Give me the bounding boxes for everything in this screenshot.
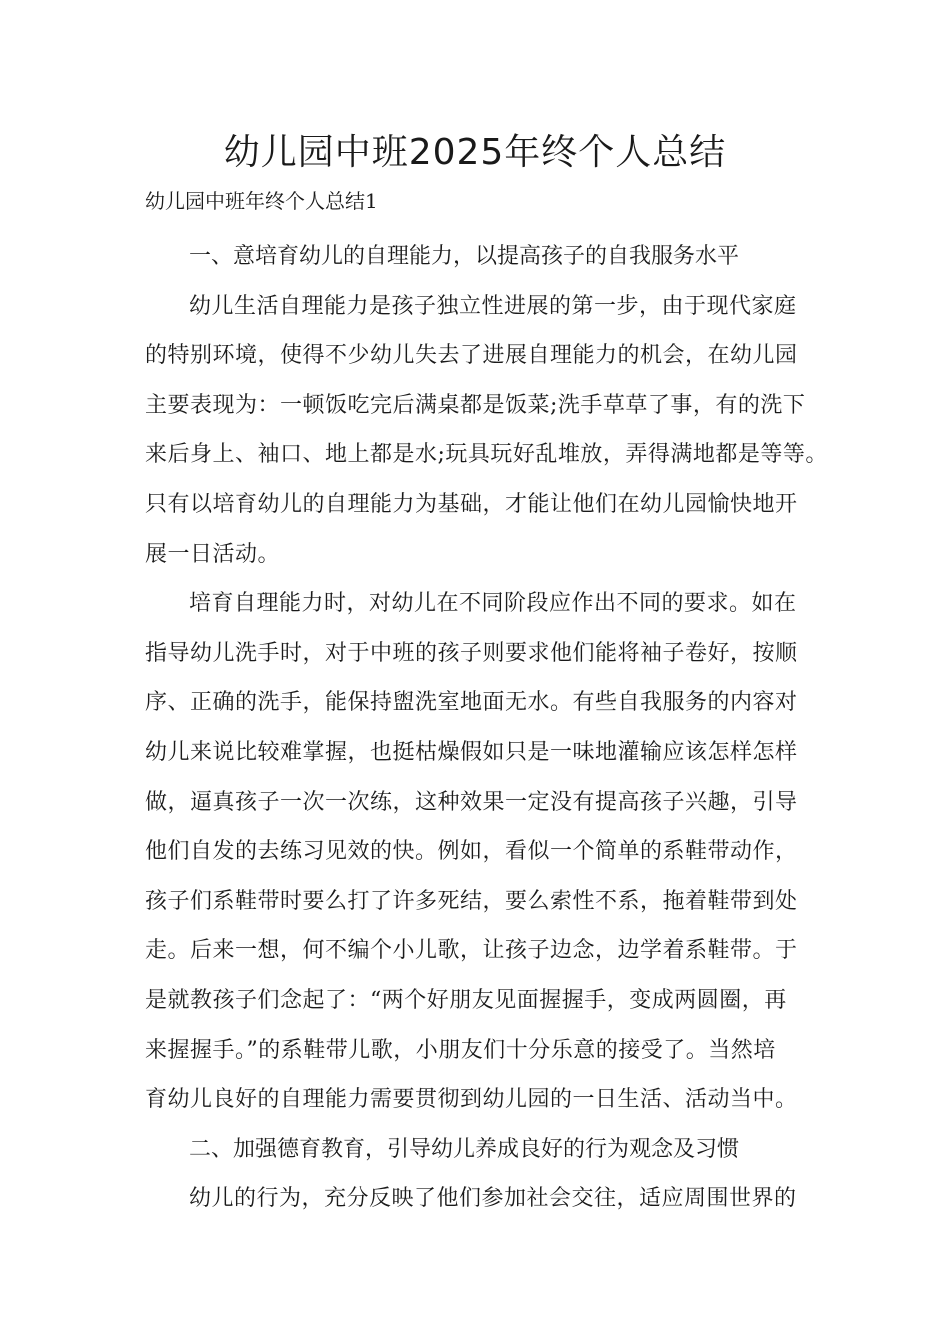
paragraph-3 bbox=[145, 1174, 813, 1224]
paragraph-line: 主要表现为：一顿饭吃完后满桌都是饭菜;洗手草草了事，有的洗下 bbox=[145, 392, 806, 418]
paragraph-line: 做，逼真孩子一次一次练，这种效果一定没有提高孩子兴趣，引导 bbox=[145, 789, 798, 815]
paragraph-line: 幼儿的行为，充分反映了他们参加社会交往，适应周围世界的 bbox=[189, 1186, 797, 1212]
paragraph-line: 来后身上、袖口、地上都是水;玩具玩好乱堆放，弄得满地都是等等。 bbox=[145, 442, 828, 468]
paragraph-line: 指导幼儿洗手时，对于中班的孩子则要求他们能将袖子卷好，按顺 bbox=[145, 640, 798, 666]
paragraph-line: 展一日活动。 bbox=[145, 541, 281, 567]
paragraph-line: 育幼儿良好的自理能力需要贯彻到幼儿园的一日生活、活动当中。 bbox=[145, 1087, 798, 1113]
paragraph-line: 的特别环境，使得不少幼儿失去了进展自理能力的机会，在幼儿园 bbox=[145, 343, 798, 369]
paragraph-1 bbox=[145, 282, 828, 580]
section-heading-1: 一、意培育幼儿的自理能力，以提高孩子的自我服务水平 bbox=[189, 244, 740, 269]
section-subtitle: 幼儿园中班年终个人总结1 bbox=[145, 189, 378, 213]
paragraph-line: 孩子们系鞋带时要么打了许多死结，要么索性不系，拖着鞋带到处 bbox=[145, 888, 798, 914]
paragraph-line: 序、正确的洗手，能保持盥洗室地面无水。有些自我服务的内容对 bbox=[145, 690, 798, 716]
section-heading-2: 二、加强德育教育，引导幼儿养成良好的行为观念及习惯 bbox=[189, 1136, 740, 1162]
paragraph-line: 他们自发的去练习见效的快。例如，看似一个简单的系鞋带动作， bbox=[145, 839, 798, 865]
document-body bbox=[145, 183, 828, 1224]
paragraph-line: 只有以培育幼儿的自理能力为基础，才能让他们在幼儿园愉快地开 bbox=[145, 491, 798, 517]
paragraph-2 bbox=[145, 579, 813, 1125]
paragraph-line: 是就教孩子们念起了：“两个好朋友见面握握手，变成两圆圈，再 bbox=[145, 987, 787, 1013]
paragraph-line: 走。后来一想，何不编个小儿歌，让孩子边念，边学着系鞋带。于 bbox=[145, 938, 798, 964]
paragraph-line: 幼儿生活自理能力是孩子独立性进展的第一步，由于现代家庭 bbox=[189, 293, 797, 319]
paragraph-line: 幼儿来说比较难掌握，也挺枯燥假如只是一味地灌输应该怎样怎样 bbox=[145, 739, 798, 765]
paragraph-line: 来握握手。”的系鞋带儿歌，小朋友们十分乐意的接受了。当然培 bbox=[145, 1037, 776, 1063]
paragraph-line: 培育自理能力时，对幼儿在不同阶段应作出不同的要求。如在 bbox=[189, 591, 797, 617]
document-title: 幼儿园中班2025年终个人总结 bbox=[223, 132, 727, 173]
